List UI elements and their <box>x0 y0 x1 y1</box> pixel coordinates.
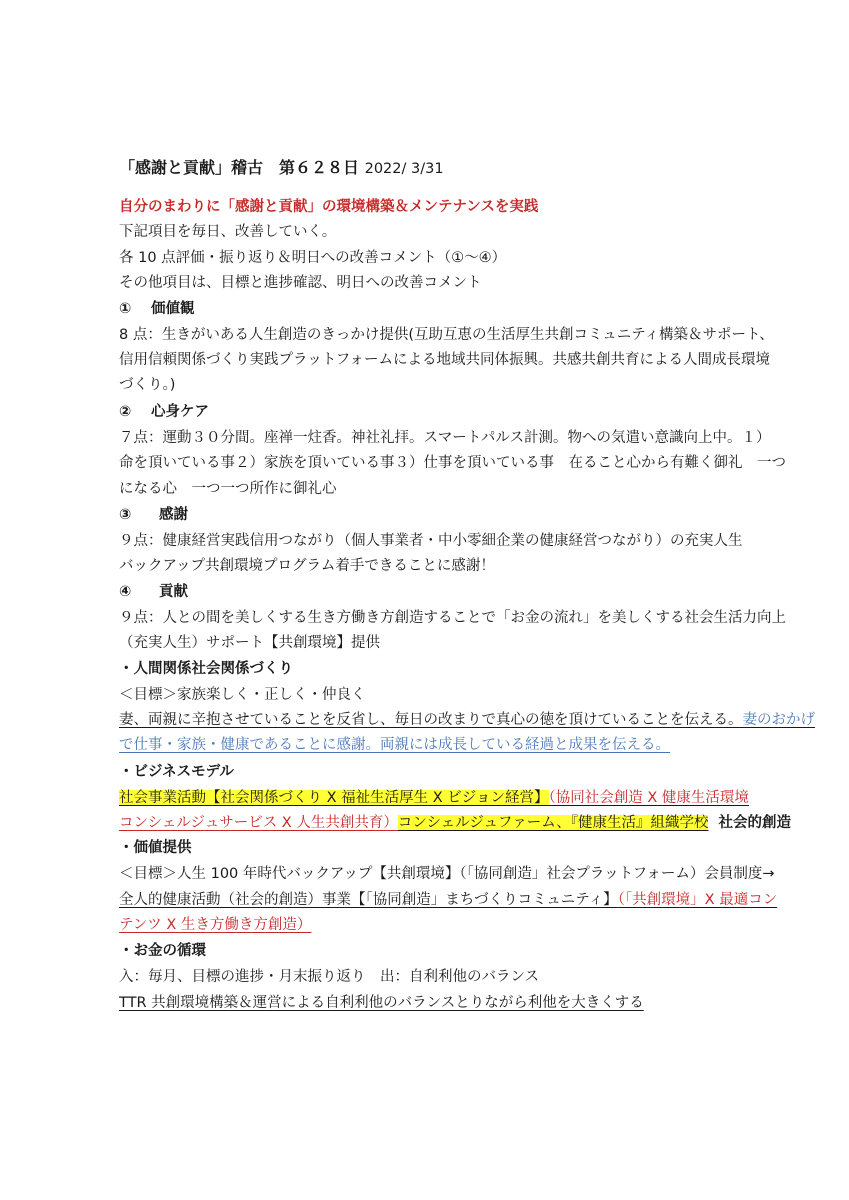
business-bold-text: 社会的創造 <box>718 815 791 831</box>
section-heading-text: 心身ケア <box>151 404 209 420</box>
section-number: ③ <box>119 507 132 523</box>
section-heading-text: 価値観 <box>151 301 195 317</box>
section-text-line: になる心 一つ一つ所作に御礼心 <box>119 481 337 497</box>
business-text-line-1 <box>119 788 749 808</box>
section-text-line: 信用信頼関係づくり実践プラットフォームによる地域共同体振興。共感共創共育による人間成長環境 <box>119 352 771 368</box>
relations-heading: ・人間関係社会関係づくり <box>119 661 293 677</box>
value-text-line-2 <box>119 890 778 910</box>
business-highlight: コンシェルジュファーム、『健康生活』組織学校 <box>397 815 709 831</box>
intro-line-2: 各 10 点評価・振り返り＆明日への改善コメント（①～④） <box>119 250 507 266</box>
relations-text-blue: 妻のおかげ <box>742 712 815 728</box>
section-heading-contribution <box>119 582 739 602</box>
section-text-line: ９点：人との間を美しくする生き方働き方創造することで「お金の流れ」を美しくする社会生活力向上 <box>119 610 786 626</box>
section-number: ② <box>119 404 132 420</box>
section-text-line: （充実人生）サポート【共創環境】提供 <box>119 635 380 651</box>
business-heading: ・ビジネスモデル <box>119 764 234 780</box>
business-red-text: コンシェルジュサービス X 人生共創共育） <box>119 815 398 831</box>
money-text-line-2: TTR 共創環境構築＆運営による自利利他のバランスとりながら利他を大きくする <box>119 995 644 1011</box>
section-heading-text: 貢献 <box>159 584 188 600</box>
subtitle: 自分のまわりに「感謝と貢献」の環境構築＆メンテナンスを実践 <box>119 199 539 215</box>
section-number: ④ <box>119 584 132 600</box>
section-number: ① <box>119 301 132 317</box>
business-highlight: 社会事業活動【社会関係づくり X 福祉生活厚生 X ビジョン経営】 <box>119 790 549 806</box>
page-title <box>119 158 739 179</box>
section-text-line: ７点：運動３０分間。座禅一炷香。神社礼拝。スマートパルス計測。物への気遣い意識向上中。１） <box>119 430 771 446</box>
value-text-line-1: ＜目標＞人生 100 年時代バックアップ【共創環境】（「協同創造」社会プラットフォーム）会員制度→ <box>119 866 775 882</box>
intro-line-1: 下記項目を毎日、改善していく。 <box>119 224 337 240</box>
intro-line-3: その他項目は、目標と進捗確認、明日への改善コメント <box>119 275 482 291</box>
title-text: 「感謝と貢献」稽古 第６２８日 <box>119 158 360 177</box>
money-heading: ・お金の循環 <box>119 943 206 959</box>
value-heading: ・価値提供 <box>119 840 192 856</box>
section-text-line: づくり。) <box>119 377 176 393</box>
relations-text-line-2: で仕事・家族・健康であることに感謝。両親には成長している経過と成果を伝える。 <box>119 737 670 753</box>
money-text-line-1: 入：毎月、目標の進捗・月末振り返り 出：自利利他のバランス <box>119 969 540 985</box>
relations-goal: ＜目標＞家族楽しく・正しく・仲良く <box>119 687 366 703</box>
section-text-line: 8 点：生きがいある人生創造のきっかけ提供(互助互恵の生活厚生共創コミュニティ構築＆サポート、 <box>119 327 774 343</box>
section-text-line: ９点：健康経営実践信用つながり（個人事業者・中小零細企業の健康経営つながり）の充実人生 <box>119 533 743 549</box>
value-red-text: （「共創環境」X 最適コン <box>617 892 778 908</box>
relations-text-line-1 <box>119 710 815 730</box>
business-red-text: （協同社会創造 X 健康生活環境 <box>548 790 749 806</box>
section-text-line: バックアップ共創環境プログラム着手できることに感謝！ <box>119 558 495 574</box>
section-heading-values <box>119 299 739 319</box>
title-date: 2022/ 3/31 <box>364 161 444 177</box>
value-text: 全人的健康活動（社会的創造）事業【「協同創造」まちづくりコミュニティ】 <box>119 892 618 908</box>
section-heading-text: 感謝 <box>159 507 188 523</box>
relations-text: 妻、両親に辛抱させていることを反省し、毎日の改まりで真心の徳を頂けていることを伝える。 <box>119 712 743 728</box>
value-text-line-3: テンツ X 生き方働き方創造） <box>119 917 312 933</box>
section-heading-gratitude <box>119 505 739 525</box>
business-text-line-2 <box>119 813 791 833</box>
section-heading-mindbody <box>119 402 739 422</box>
section-text-line: 命を頂いている事２）家族を頂いている事３）仕事を頂いている事 在ること心から有難く御礼 一つ <box>119 455 786 471</box>
